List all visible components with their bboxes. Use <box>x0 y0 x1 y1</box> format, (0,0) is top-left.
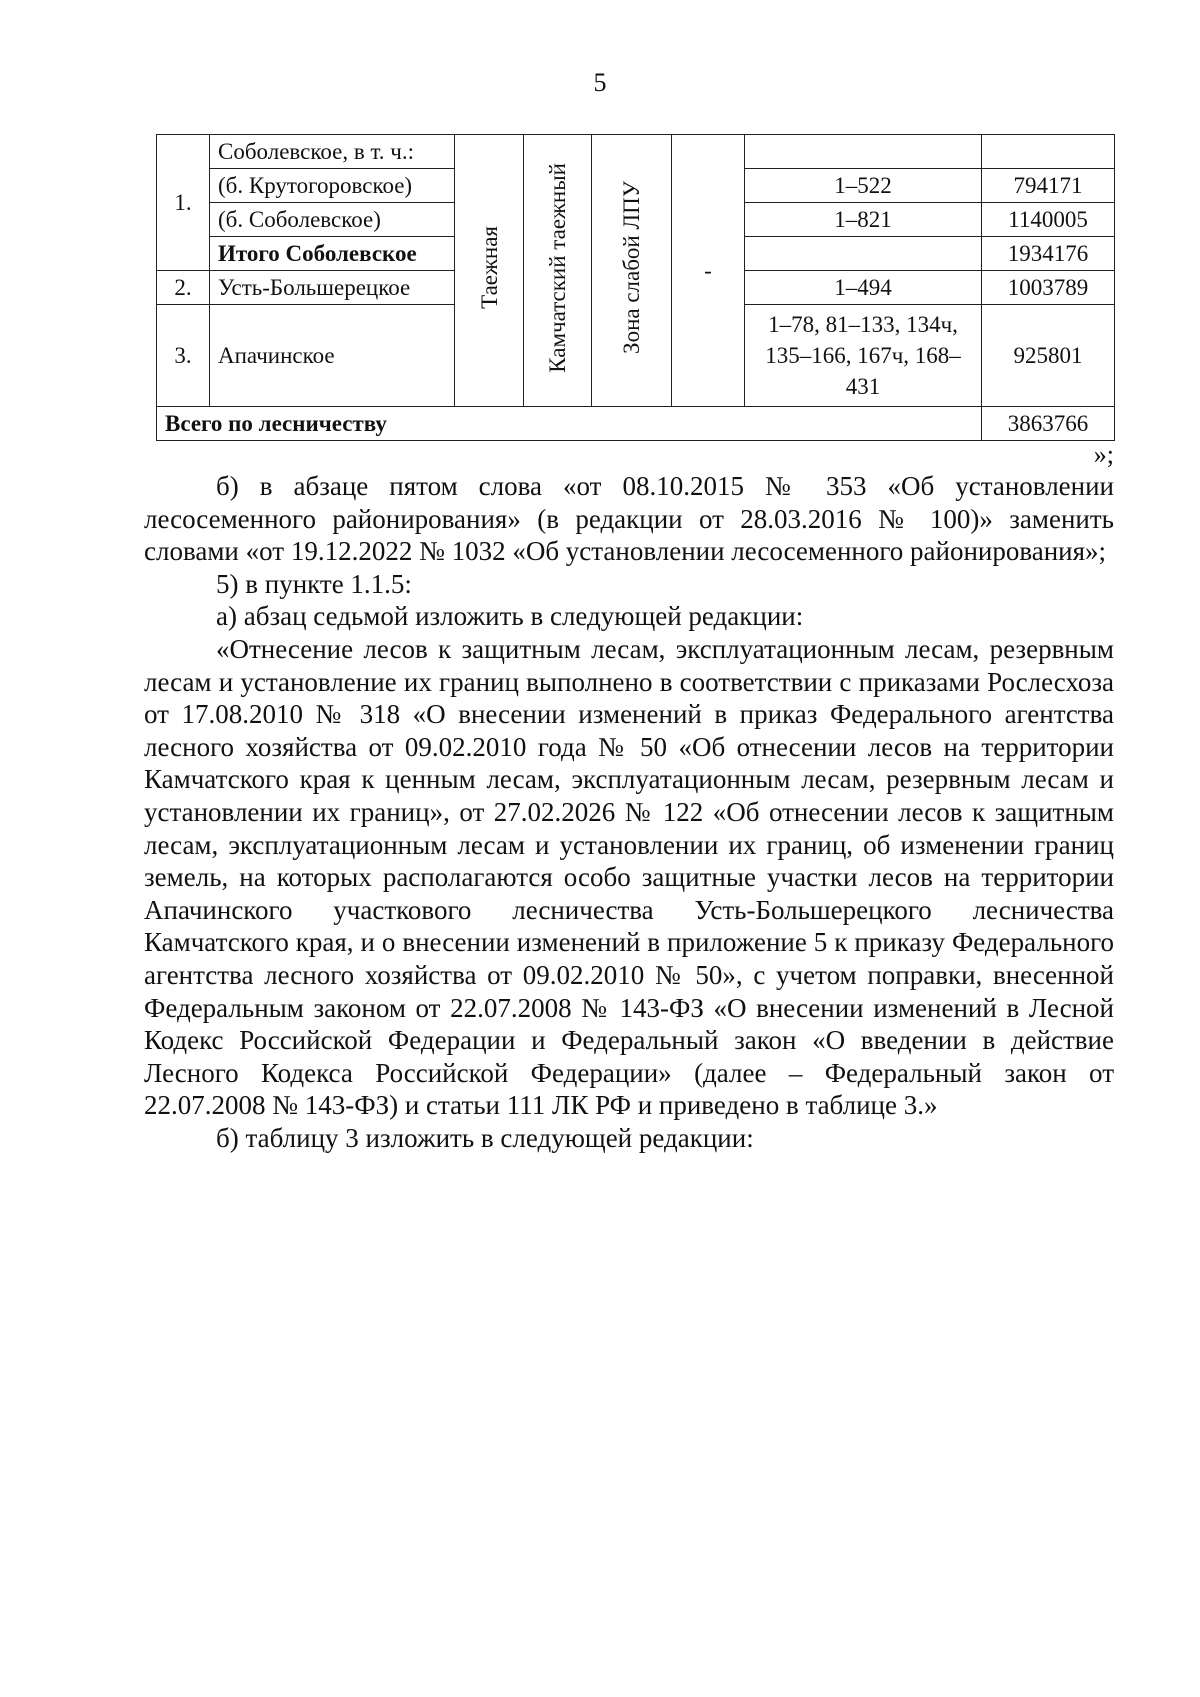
area-cell: 1003789 <box>982 271 1115 305</box>
area-cell: 925801 <box>982 305 1115 407</box>
extra-cell: - <box>672 135 745 407</box>
body-text <box>144 470 1114 1154</box>
total-row <box>157 407 1115 441</box>
row-number: 2. <box>157 271 210 305</box>
subtotal-label: Итого Соболевское <box>210 237 455 271</box>
forestry-name: Апачинское <box>210 305 455 407</box>
forestry-name: Соболевское, в т. ч.: <box>210 135 455 169</box>
quarters-cell: 1–78, 81–133, 134ч, 135–166, 167ч, 168–431 <box>745 305 982 407</box>
forestry-name: (б. Соболевское) <box>210 203 455 237</box>
area-cell: 1140005 <box>982 203 1115 237</box>
region-label: Камчатский таежный <box>545 162 570 373</box>
quarters-cell <box>745 135 982 169</box>
quarters-cell: 1–522 <box>745 169 982 203</box>
page-number: 5 <box>593 68 607 97</box>
quarters-cell: 1–821 <box>745 203 982 237</box>
quarters-cell <box>745 237 982 271</box>
forestry-table <box>156 134 1115 441</box>
paragraph: б) в абзаце пятом слова «от 08.10.2015 № 353 «Об установлении лесосеменного районирования» (в редакции от 28.03.2016 № 100)» заменить словами «от 19.12.2022 № 1032 «Об установлении лесосеменного районирования»; <box>144 471 1114 567</box>
forestry-name: Усть-Большерецкое <box>210 271 455 305</box>
paragraph: б) таблицу 3 изложить в следующей редакции: <box>216 1122 754 1153</box>
row-number: 1. <box>157 135 210 271</box>
area-cell: 794171 <box>982 169 1115 203</box>
forestry-table-container <box>156 134 1114 441</box>
paragraph: 5) в пункте 1.1.5: <box>216 568 412 599</box>
subzone-cell <box>592 135 672 407</box>
subzone-label: Зона слабой ЛПУ <box>619 181 644 354</box>
closing-quote: »; <box>1093 440 1114 469</box>
area-cell <box>982 135 1115 169</box>
region-cell <box>524 135 592 407</box>
paragraph: а) абзац седьмой изложить в следующей редакции: <box>216 601 804 632</box>
quarters-cell: 1–494 <box>745 271 982 305</box>
total-value: 3863766 <box>982 407 1115 441</box>
forestry-name: (б. Крутогоровское) <box>210 169 455 203</box>
paragraph: «Отнесение лесов к защитным лесам, эксплуатационным лесам, резервным лесам и установление их границ выполнено в соответствии с приказами Рослесхоза от 17.08.2010 № 318 «О внесении изменений в приказ Федерального агентства лесного хозяйства от 09.02.2010 года № 50 «Об отнесении лесов на территории Камчатского края к ценным лесам, эксплуатационным лесам, резервным лесам и установлении их границ», от 27.02.2026 № 122 «Об отнесении лесов к защитным лесам, эксплуатационным лесам и установлении их границ, об изменении границ земель, на которых располагаются особо защитные участки лесов на территории Апачинского участкового лесничества Усть-Большерецкого лесничества Камчатского края, и о внесении изменений в приложение 5 к приказу Федерального агентства лесного хозяйства от 09.02.2010 № 50», с учетом поправки, внесенной Федеральным законом от 22.07.2008 № 143-ФЗ «О внесении изменений в Лесной Кодекс Российской Федерации и Федеральный закон «О введении в действие Лесного Кодекса Российской Федерации» (далее – Федеральный закон от 22.07.2008 № 143-ФЗ) и статьи 111 ЛК РФ и приведено в таблице 3.» <box>144 633 1114 1121</box>
table-row <box>157 135 1115 169</box>
row-number: 3. <box>157 305 210 407</box>
zone-cell <box>455 135 524 407</box>
total-label: Всего по лесничеству <box>157 407 982 441</box>
zone-label: Таежная <box>476 226 502 309</box>
subtotal-value: 1934176 <box>982 237 1115 271</box>
